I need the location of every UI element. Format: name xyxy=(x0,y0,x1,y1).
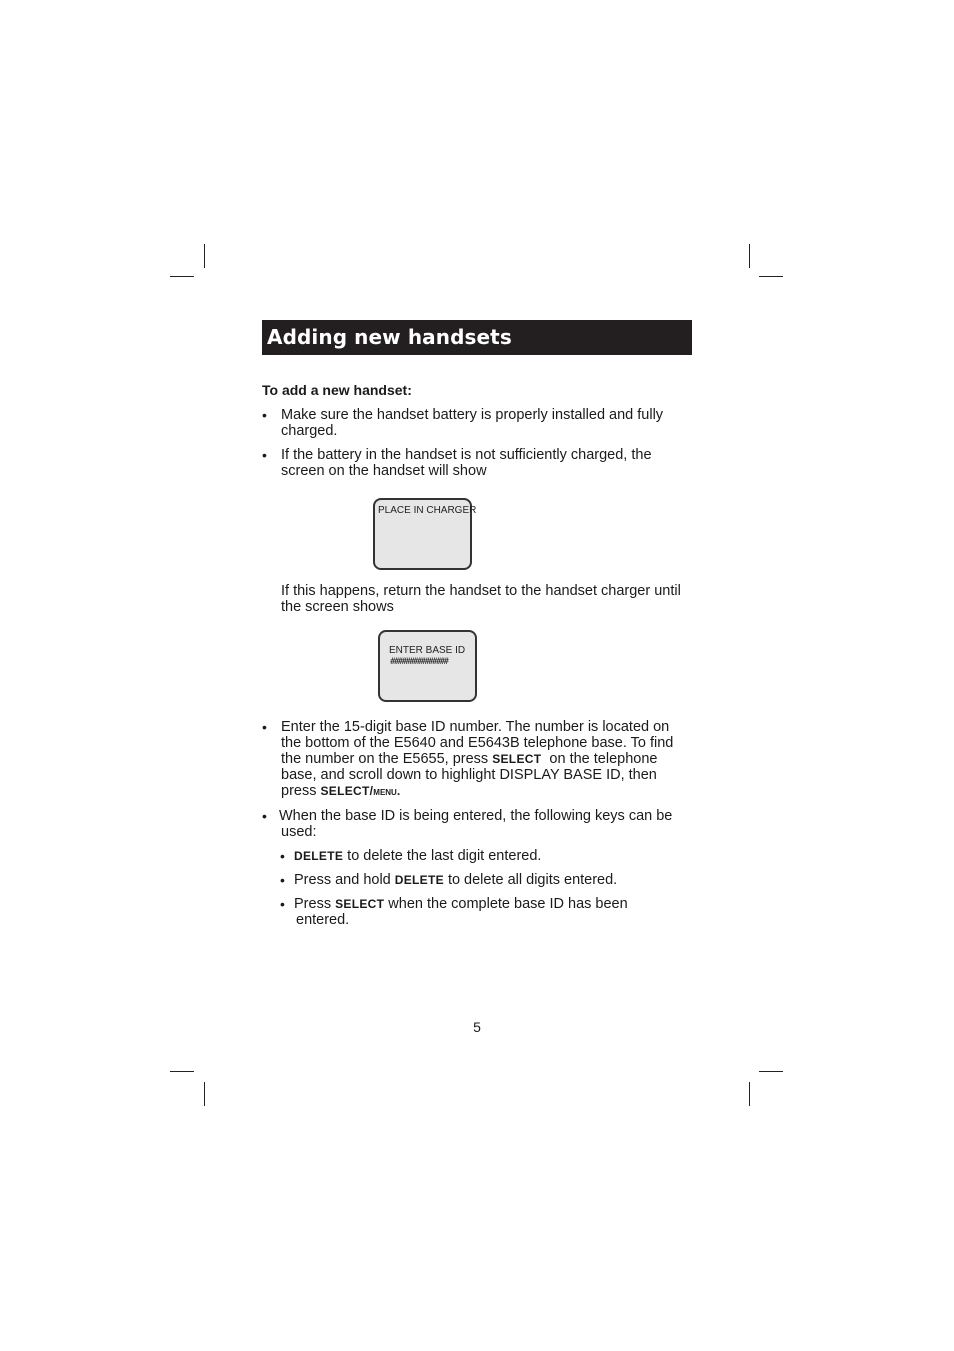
select-menu-key-label: SELECT/ xyxy=(320,784,374,798)
bullet-1-line-2: charged. xyxy=(281,423,338,439)
select-key-label: SELECT xyxy=(335,897,385,911)
page-number: 5 xyxy=(473,1019,481,1035)
bullet-3-line-1: Enter the 15-digit base ID number. The number is located on xyxy=(281,719,670,735)
select-key-label: SELECT xyxy=(492,752,542,766)
crop-mark xyxy=(204,244,205,268)
lcd-screen-enter-base-id xyxy=(378,630,477,702)
bullet-dot: • xyxy=(262,447,267,463)
delete-key-label: DELETE xyxy=(294,849,344,863)
section-title: Adding new handsets xyxy=(262,320,692,355)
subheading: To add a new handset: xyxy=(262,382,412,398)
crop-mark xyxy=(749,244,750,268)
lcd-screen-place-in-charger xyxy=(373,498,477,570)
text-run: to delete the last digit entered. xyxy=(347,848,542,864)
text-run: to delete all digits entered. xyxy=(447,872,618,888)
bullet-dot: • xyxy=(262,808,267,824)
crop-mark xyxy=(204,1082,205,1106)
paragraph-line-2: the screen shows xyxy=(281,599,394,615)
crop-mark xyxy=(170,1071,194,1072)
bullet-3-line-2: the bottom of the E5640 and E5643B telephone base. To find xyxy=(281,735,674,751)
sub-bullet-1 xyxy=(294,848,541,864)
bullet-dot: • xyxy=(262,407,267,423)
sub-bullet-dot: • xyxy=(280,896,285,912)
sub-bullet-3-line-1 xyxy=(294,896,628,912)
text-run: on the telephone xyxy=(549,751,658,767)
text-run: press xyxy=(281,783,317,799)
paragraph-line-1: If this happens, return the handset to the handset charger until xyxy=(281,583,681,599)
bullet-4-line-2: used: xyxy=(281,824,317,840)
crop-mark xyxy=(170,276,194,277)
text-run: the number on the E5655, press xyxy=(281,751,489,767)
bullet-3-line-3 xyxy=(281,751,657,767)
sub-bullet-dot: • xyxy=(280,872,285,888)
text-run: Press and hold xyxy=(294,872,391,888)
bullet-1-line-1: Make sure the handset battery is properly installed and fully xyxy=(281,407,664,423)
bullet-dot: • xyxy=(262,719,267,735)
bullet-4-line-1: When the base ID is being entered, the following keys can be xyxy=(279,808,673,824)
menu-key-label: MENU xyxy=(373,788,397,797)
bullet-3-line-5 xyxy=(281,783,400,801)
sub-bullet-2 xyxy=(294,872,617,888)
bullet-2-line-2: screen on the handset will show xyxy=(281,463,487,479)
lcd-text: PLACE IN CHARGER xyxy=(378,505,477,516)
text-run: Press xyxy=(294,896,332,912)
lcd-hash-placeholder: ############### xyxy=(390,657,448,667)
delete-key-label: DELETE xyxy=(394,873,444,887)
bullet-3-line-4: base, and scroll down to highlight DISPLAY BASE ID, then xyxy=(281,767,657,783)
bullet-2-line-1: If the battery in the handset is not sufficiently charged, the xyxy=(281,447,652,463)
crop-mark xyxy=(759,1071,783,1072)
sub-bullet-dot: • xyxy=(280,848,285,864)
lcd-text: ENTER BASE ID xyxy=(389,645,466,656)
crop-mark xyxy=(749,1082,750,1106)
text-run: . xyxy=(396,784,401,798)
crop-mark xyxy=(759,276,783,277)
sub-bullet-3-line-2: entered. xyxy=(296,912,350,928)
text-run: when the complete base ID has been xyxy=(388,896,628,912)
